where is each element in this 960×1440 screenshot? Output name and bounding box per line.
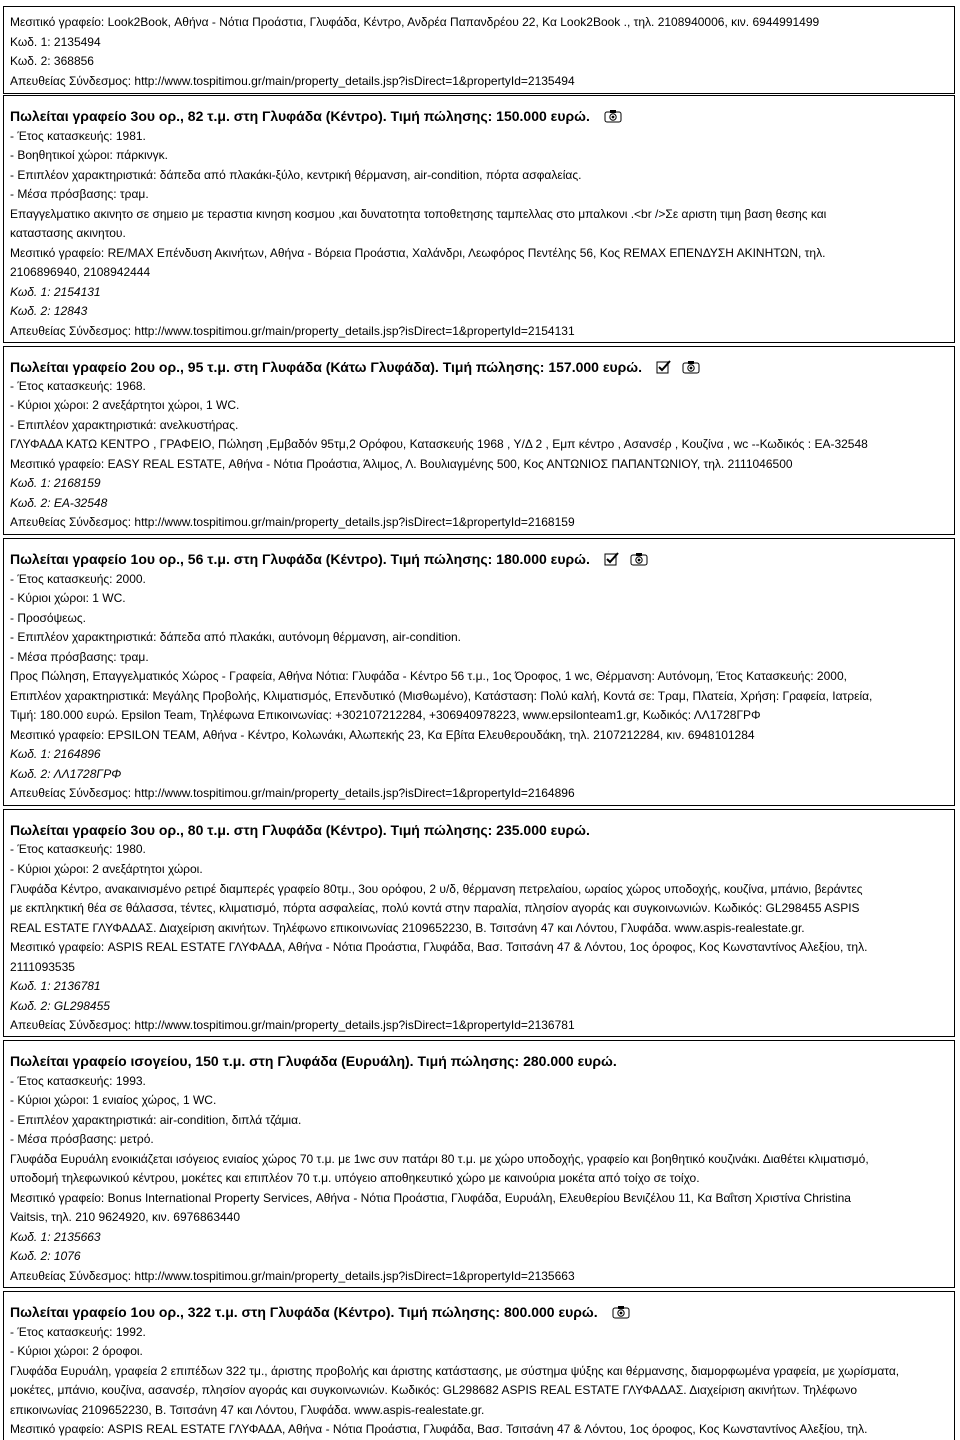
office-line: 2106896940, 2108942444 bbox=[10, 265, 151, 279]
detail-line: - Κύριοι χώροι: 1 WC. bbox=[10, 591, 126, 605]
listing-title: Πωλείται γραφείο 2ου ορ., 95 τ.μ. στη Γλυφάδα (Κάτω Γλυφάδα). Τιμή πώλησης: 157.000 ευρώ. bbox=[10, 359, 700, 377]
description-line: Επιπλέον χαρακτηριστικά: Μεγάλης Προβολής, Κλιματισμός, Επενδυτικό (Μισθωμένο), Κατάσταση: Πολύ καλή, Κοντά σε: Τραμ, Πλατεία, Χρήση: Γραφεία, Ιατρεία, bbox=[10, 689, 873, 703]
office-line: Μεσιτικό γραφείο: ASPIS REAL ESTATE ΓΛΥΦΑΔΑ, Αθήνα - Νότια Προάστια, Γλυφάδα, Βασ. Τσιτσάνη 47 & Λόντου, 1ος όροφος, Κος Κωνσταντίνος Αλεξίου, τηλ. bbox=[10, 940, 868, 954]
direct-link[interactable]: Απευθείας Σύνδεσμος: http://www.tospitimou.gr/main/property_details.jsp?isDirect=1&propertyId=2136781 bbox=[10, 1018, 575, 1032]
detail-line: - Κύριοι χώροι: 2 ανεξάρτητοι χώροι, 1 WC. bbox=[10, 398, 240, 412]
code-2: Κωδ. 2: 1076 bbox=[10, 1249, 81, 1263]
code-2: Κωδ. 2: ΛΛ1728ΓΡΦ bbox=[10, 767, 122, 781]
camera-icon bbox=[604, 109, 622, 126]
code-1: Κωδ. 1: 2135663 bbox=[10, 1230, 101, 1244]
detail-line: - Επιπλέον χαρακτηριστικά: δάπεδα από πλακάκι-ξύλο, κεντρική θέρμανση, air-condition, πόρτα ασφαλείας. bbox=[10, 168, 582, 182]
office-line: Μεσιτικό γραφείο: RE/MAX Επένδυση Ακινήτων, Αθήνα - Βόρεια Προάστια, Χαλάνδρι, Λεωφόρος Πεντέλης 56, Κος REMAX ΕΠΕΝΔΥΣΗ ΑΚΙΝΗΤΩΝ, τηλ. bbox=[10, 246, 826, 260]
office-line: Vaitsis, τηλ. 210 9624920, κιν. 6976863440 bbox=[10, 1210, 241, 1224]
direct-link[interactable]: Απευθείας Σύνδεσμος: http://www.tospitimou.gr/main/property_details.jsp?isDirect=1&propertyId=2154131 bbox=[10, 324, 575, 338]
checkmark-icon bbox=[656, 360, 672, 377]
code-2: Κωδ. 2: ΕΑ-32548 bbox=[10, 496, 108, 510]
description-line: Προς Πώληση, Επαγγελματικός Χώρος - Γραφεία, Αθήνα Νότια: Γλυφάδα - Κέντρο 56 τ.μ., 1ος Όροφος, 1 wc, Θέρμανση: Αυτόνομη, Έτος Κατασκευής: 2000, bbox=[10, 669, 847, 683]
direct-link[interactable]: Απευθείας Σύνδεσμος: http://www.tospitimou.gr/main/property_details.jsp?isDirect=1&propertyId=2164896 bbox=[10, 786, 575, 800]
description-line: Επαγγελματικο ακινητο σε σημειο με τεραστια κινηση κοσμου ,και δυνατοτητα τοποθετησης ταμπελλας στο μπαλκονι .<br />Σε αριστη τιμη βαση θεσης και bbox=[10, 207, 827, 221]
office-line: Μεσιτικό γραφείο: EASY REAL ESTATE, Αθήνα - Νότια Προάστια, Άλιμος, Λ. Βουλιαγμένης 500, Κος ΑΝΤΩΝΙΟΣ ΠΑΠΑΝΤΩΝΙΟΥ, τηλ. 2111046500 bbox=[10, 457, 793, 471]
detail-line: - Κύριοι χώροι: 1 ενιαίος χώρος, 1 WC. bbox=[10, 1093, 217, 1107]
detail-line: - Επιπλέον χαρακτηριστικά: ανελκυστήρας. bbox=[10, 418, 239, 432]
listing-title: Πωλείται γραφείο 1ου ορ., 322 τ.μ. στη Γλυφάδα (Κέντρο). Τιμή πώλησης: 800.000 ευρώ. bbox=[10, 1304, 630, 1322]
description-line: Γλυφάδα Ευρυάλη, γραφεία 2 επιπέδων 322 τμ., άριστης προβολής και άριστης κατάστασης, με σύστημα ψύξης και θέρμανσης, διαμορφωμένα γραφεία, με χωρίσματα, bbox=[10, 1364, 900, 1378]
detail-line: - Έτος κατασκευής: 1981. bbox=[10, 129, 146, 143]
detail-line: - Επιπλέον χαρακτηριστικά: air-condition, διπλά τζάμια. bbox=[10, 1113, 302, 1127]
description-line: Γλυφάδα Ευρυάλη ενοικιάζεται ισόγειος ενιαίος χώρος 70 τ.μ. με 1wc συν πατάρι 80 τ.μ. με χώρο υποδοχής, γραφείο και βοηθητικό κουζινάκι. Διαθέτει κλιματισμό, bbox=[10, 1152, 869, 1166]
listing-title: Πωλείται γραφείο 1ου ορ., 56 τ.μ. στη Γλυφάδα (Κέντρο). Τιμή πώλησης: 180.000 ευρώ. bbox=[10, 551, 648, 569]
description-line: Τιμή: 180.000 ευρώ. Epsilon Team, Τηλέφωνα Επικοινωνίας: +302107212284, +306940978223, www.epsilonteam1.gr, Κωδικός: ΛΛ1728ΓΡΦ bbox=[10, 708, 761, 722]
checkmark-icon bbox=[604, 552, 620, 569]
detail-line: - Κύριοι χώροι: 2 όροφοι. bbox=[10, 1344, 143, 1358]
listing-title: Πωλείται γραφείο 3ου ορ., 80 τ.μ. στη Γλυφάδα (Κέντρο). Τιμή πώλησης: 235.000 ευρώ. bbox=[10, 822, 590, 838]
code-1: Κωδ. 1: 2164896 bbox=[10, 747, 101, 761]
code-1: Κωδ. 1: 2154131 bbox=[10, 285, 101, 299]
listing-card bbox=[3, 809, 955, 1037]
listing-card bbox=[3, 538, 955, 806]
description-line: REAL ESTATE ΓΛΥΦΑΔΑΣ. Διαχείριση ακινήτων. Τηλέφωνο επικοινωνίας 2109652230, Β. Τσιτσάνη 47 και Λόντου, Γλυφάδα. www.aspis-realestate.gr. bbox=[10, 921, 805, 935]
detail-line: - Μέσα πρόσβασης: τραμ. bbox=[10, 187, 149, 201]
listing-continuation bbox=[3, 6, 955, 94]
direct-link[interactable]: Απευθείας Σύνδεσμος: http://www.tospitimou.gr/main/property_details.jsp?isDirect=1&propertyId=2135663 bbox=[10, 1269, 575, 1283]
description-line: Γλυφάδα Κέντρο, ανακαινισμένο ρετιρέ διαμπερές γραφείο 80τμ., 3ου ορόφου, 2 υ/δ, θέρμανση πετρελαίου, ωραίος χώρος υποδοχής, κουζίνα, μπάνιο, βεράντες bbox=[10, 882, 863, 896]
description-line: μοκέτες, μπάνιο, κουζίνα, ασανσέρ, πλησίον αγοράς και συγκοινωνιών. Κωδικός: GL298682 ASPIS REAL ESTATE ΓΛΥΦΑΔΑΣ. Διαχείριση ακινήτων. Τηλέφωνο bbox=[10, 1383, 858, 1397]
direct-link[interactable]: Απευθείας Σύνδεσμος: http://www.tospitimou.gr/main/property_details.jsp?isDirect=1&propertyId=2135494 bbox=[10, 74, 575, 88]
listing-title: Πωλείται γραφείο ισογείου, 150 τ.μ. στη Γλυφάδα (Ευρυάλη). Τιμή πώλησης: 280.000 ευρώ. bbox=[10, 1053, 617, 1069]
office-line: Μεσιτικό γραφείο: ASPIS REAL ESTATE ΓΛΥΦΑΔΑ, Αθήνα - Νότια Προάστια, Γλυφάδα, Βασ. Τσιτσάνη 47 & Λόντου, 1ος όροφος, Κος Κωνσταντίνος Αλεξίου, τηλ. bbox=[10, 1422, 868, 1436]
camera-icon bbox=[612, 1305, 630, 1322]
detail-line: - Επιπλέον χαρακτηριστικά: δάπεδα από πλακάκι, αυτόνομη θέρμανση, air-condition. bbox=[10, 630, 462, 644]
code-1: Κωδ. 1: 2135494 bbox=[10, 35, 101, 49]
detail-line: - Έτος κατασκευής: 1992. bbox=[10, 1325, 146, 1339]
listing-card bbox=[3, 1040, 955, 1288]
description-line: με εκπληκτική θέα σε θάλασσα, τέντες, κλιματισμό, πόρτα ασφαλείας, πολύ κοντά στην παραλία, πλησίον αγοράς και συγκοινωνιών. Κωδικός: GL298455 ASPIS bbox=[10, 901, 860, 915]
code-1: Κωδ. 1: 2136781 bbox=[10, 979, 101, 993]
office-line: 2111093535 bbox=[10, 960, 75, 974]
listing-card bbox=[3, 1291, 955, 1440]
office-line: Μεσιτικό γραφείο: Bonus International Property Services, Αθήνα - Νότια Προάστια, Γλυφάδα, Ευρυάλη, Ελευθερίου Βενιζέλου 11, Κα Βαΐτση Χριστίνα Christina bbox=[10, 1191, 851, 1205]
listing-title: Πωλείται γραφείο 3ου ορ., 82 τ.μ. στη Γλυφάδα (Κέντρο). Τιμή πώλησης: 150.000 ευρώ. bbox=[10, 108, 622, 126]
detail-line: - Έτος κατασκευής: 1968. bbox=[10, 379, 146, 393]
detail-line: - Έτος κατασκευής: 2000. bbox=[10, 572, 146, 586]
description-line: ΓΛΥΦΑΔΑ ΚΑΤΩ ΚΕΝΤΡΟ , ΓΡΑΦΕΙΟ, Πώληση ,Εμβαδόν 95τμ,2 Ορόφου, Κατασκευής 1968 , Υ/Δ 2 , Εμπ κέντρο , Ασανσέρ , Κουζίνα , wc --Κωδικός : ΕΑ-32548 bbox=[10, 437, 868, 451]
detail-line: - Έτος κατασκευής: 1980. bbox=[10, 842, 146, 856]
detail-line: - Βοηθητικοί χώροι: πάρκινγκ. bbox=[10, 148, 169, 162]
detail-line: - Προσόψεως. bbox=[10, 611, 86, 625]
code-2: Κωδ. 2: 12843 bbox=[10, 304, 88, 318]
code-1: Κωδ. 1: 2168159 bbox=[10, 476, 101, 490]
listing-card bbox=[3, 346, 955, 535]
camera-icon bbox=[630, 552, 648, 569]
direct-link[interactable]: Απευθείας Σύνδεσμος: http://www.tospitimou.gr/main/property_details.jsp?isDirect=1&propertyId=2168159 bbox=[10, 515, 575, 529]
description-line: καταστασης ακινητου. bbox=[10, 226, 126, 240]
code-2: Κωδ. 2: 368856 bbox=[10, 54, 94, 68]
description-line: επικοινωνίας 2109652230, Β. Τσιτσάνη 47 και Λόντου, Γλυφάδα. www.aspis-realestate.gr. bbox=[10, 1403, 485, 1417]
detail-line: - Μέσα πρόσβασης: μετρό. bbox=[10, 1132, 154, 1146]
office-line: Μεσιτικό γραφείο: Look2Book, Αθήνα - Νότια Προάστια, Γλυφάδα, Κέντρο, Ανδρέα Παπανδρέου 22, Κα Look2Book ., τηλ. 2108940006, κιν. 6944991499 bbox=[10, 15, 820, 29]
detail-line: - Μέσα πρόσβασης: τραμ. bbox=[10, 650, 149, 664]
listing-card bbox=[3, 95, 955, 343]
camera-icon bbox=[682, 360, 700, 377]
detail-line: - Κύριοι χώροι: 2 ανεξάρτητοι χώροι. bbox=[10, 862, 203, 876]
code-2: Κωδ. 2: GL298455 bbox=[10, 999, 110, 1013]
description-line: υποδομή τηλεφωνικού κέντρου, μοκέτες και επιπλέον 70 τ.μ. υπόγειο αποθηκευτικό χώρο με καινούρια μοκέτα από τοίχο σε τοίχο. bbox=[10, 1171, 700, 1185]
detail-line: - Έτος κατασκευής: 1993. bbox=[10, 1074, 146, 1088]
office-line: Μεσιτικό γραφείο: EPSILON TEAM, Αθήνα - Κέντρο, Κολωνάκι, Αλωπεκής 23, Κα Εβίτα Ελευθερουδάκη, τηλ. 2107212284, κιν. 6948101284 bbox=[10, 728, 755, 742]
